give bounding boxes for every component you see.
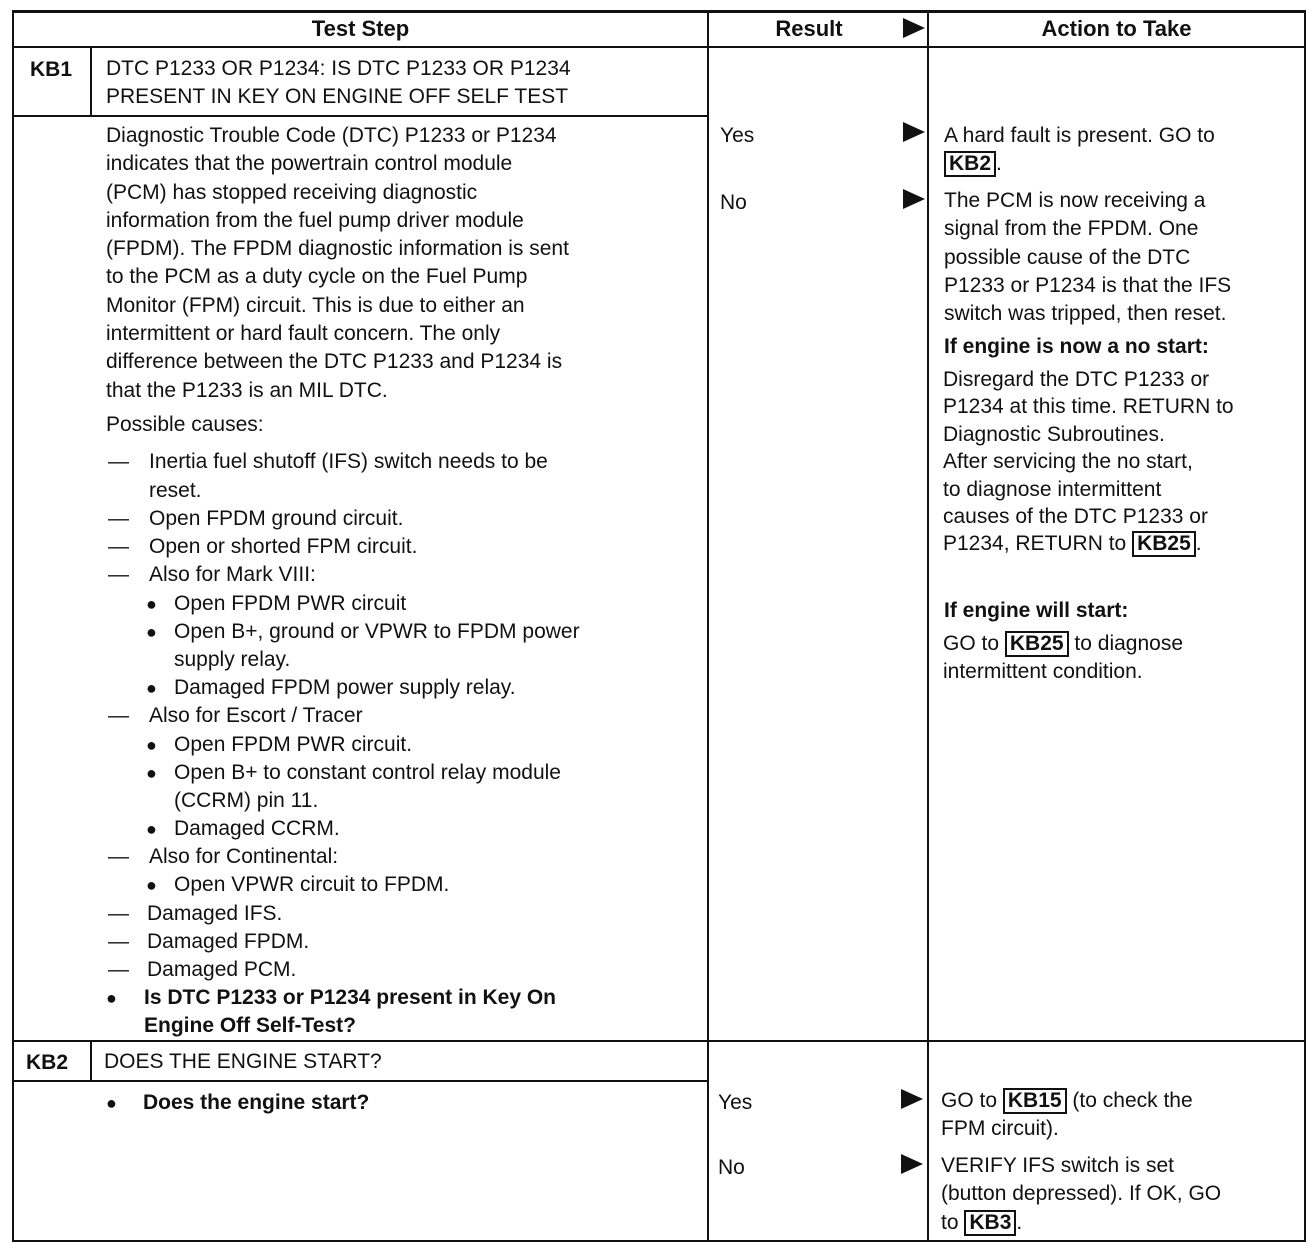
header-arrow-icon [903, 18, 925, 38]
header-test-step: Test Step [311, 16, 410, 41]
kb1-yes-arrow-icon [903, 122, 925, 142]
kb1-will-start-heading: If engine will start: [944, 599, 1129, 622]
kb1-no-arrow-icon [903, 189, 925, 209]
header-action: Action to Take [1041, 16, 1192, 41]
kb1-no-action-text: The PCM is now receiving a signal from the FPDM. One possible cause of the DTC P1233 or P1234 is that the IFS switch was tripped, then reset. [944, 189, 1232, 326]
kb2-no-arrow-icon [901, 1154, 923, 1174]
kb3-reference-link[interactable]: KB3 [964, 1210, 1016, 1236]
kb2-title-rule [12, 1080, 707, 1082]
kb1-question: Is DTC P1233 or P1234 present in Key On Engine Off Self-Test? [144, 986, 557, 1038]
kb25-reference-link[interactable]: KB25 [1132, 531, 1196, 557]
kb1-no-start-instructions: Disregard the DTC P1233 or P1234 at this time. RETURN to Diagnostic Subroutines. After servicing the no start, to diagnose intermittent causes of the DTC P1233 or P1234, RETURN to KB25 . [943, 368, 1234, 556]
kb1-result-yes: Yes [720, 124, 755, 147]
kb15-reference-link[interactable]: KB15 [1003, 1088, 1067, 1114]
kb1-no-start-heading: If engine is now a no start: [944, 335, 1209, 358]
table-border-right [1304, 10, 1306, 1242]
id-col-divider-kb1 [90, 46, 92, 116]
header-rule [12, 46, 1306, 48]
kb1-will-start-instructions: GO to KB25 to diagnose intermittent condition. [943, 632, 1184, 684]
kb2-reference-link[interactable]: KB2 [944, 151, 996, 177]
cause-item-continued: reset. [149, 479, 202, 502]
col-divider-result [707, 10, 709, 1242]
kb2-yes-arrow-icon [901, 1089, 923, 1109]
kb1-question-bullet: ● [106, 988, 117, 1008]
col-divider-action [927, 10, 929, 1242]
kb2-question: Does the engine start? [143, 1091, 370, 1114]
cause-subitem-continued: supply relay. [174, 648, 291, 671]
kb1-title-rule [12, 115, 707, 117]
table-border-left [12, 10, 14, 1242]
kb1-yes-action: A hard fault is present. GO to KB2 . [944, 124, 1215, 176]
kb2-yes-action: GO to KB15 (to check the FPM circuit). [941, 1089, 1193, 1141]
table-border-top [12, 10, 1306, 13]
cause-subitem-continued: (CCRM) pin 11. [174, 789, 319, 812]
kb1-step-id: KB1 [30, 58, 73, 81]
id-col-divider-kb2 [90, 1040, 92, 1082]
kb2-no-action: VERIFY IFS switch is set (button depressed). If OK, GO to KB3 . [941, 1154, 1222, 1234]
diagnostic-table: Test Step Result Action to Take KB1 DTC P1233 OR P1234: IS DTC P1233 OR P1234 PRESENT IN KEY ON ENGINE OFF SELF TEST Diagnostic Trouble Code (DTC) P1233 or P1234 indicates that the powertrain control module (PCM) has stopped receiving diagnostic information from the fuel pump driver module (FPDM). The FPDM diagnostic information is sent to the PCM as a duty cycle on the Fuel Pump Monitor (FPM) circuit. This is due to either an intermittent or hard fault concern. The only difference between the DTC P1233 and P1234 is that the P1233 is an MIL DTC. Possible causes: — Inertia fuel shutoff (IFS) switch needs to be reset. — Open FPDM ground circuit. — Open or shorted FPM circuit. — Also for Mark VIII: ● Open FPDM PWR circuit ● Open B+, ground or VPWR to FPDM power supply relay. ● Damaged FPDM power supply relay. — Also for Escort / Tracer ● Open FPDM PWR circuit. ● Open B+ to constant control relay module (CCRM) pin 11. ● Damaged CCRM. — Also for Continental: ● Open VPWR circuit to FPDM. — Damaged IFS. — Damaged FPDM. — Damaged PCM. ● Is DTC P1233 or P1234 present in Key On Engine Off Self-Test? Yes No A hard fault is present. GO to KB2 . The PCM is now receiving a signal from the FPDM. One possible cause of the DTC P1233 or P1234 is that the IFS switch was tripped, then reset. If engine is now a no start: Disregard the DTC P1233 or P1234 at this time. RETURN to Diagnostic Subroutines. After servicing the no start, to diagnose intermittent causes of the DTC P1233 or P1234, RETURN to KB25 . If engine will start: GO to KB25 to diagnose intermittent condition. KB2 DOES THE ENGINE START? ● Does the engine start? Yes No GO to KB15 (to check the FPM circuit). VERIFY IFS switch is set (button depressed). If OK, GO to KB3 . [0, 0, 1312, 1252]
kb2-question-bullet: ● [106, 1093, 117, 1113]
header-result: Result [775, 16, 843, 41]
kb25-reference-link[interactable]: KB25 [1005, 631, 1069, 657]
kb2-result-no: No [718, 1156, 745, 1179]
kb2-step-id: KB2 [26, 1051, 69, 1074]
kb2-title: DOES THE ENGINE START? [104, 1050, 382, 1073]
kb1-title: DTC P1233 OR P1234: IS DTC P1233 OR P1234 PRESENT IN KEY ON ENGINE OFF SELF TEST [106, 57, 571, 109]
kb2-result-yes: Yes [718, 1091, 753, 1114]
kb1-description: Diagnostic Trouble Code (DTC) P1233 or P1234 indicates that the powertrain control module (PCM) has stopped receiving diagnostic information from the fuel pump driver module (FPDM). The FPDM diagnostic information is sent to the PCM as a duty cycle on the Fuel Pump Monitor (FPM) circuit. This is due to either an intermittent or hard fault concern. The only difference between the DTC P1233 and P1234 is that the P1233 is an MIL DTC. [106, 124, 569, 402]
table-border-bottom [12, 1240, 1306, 1242]
kb1-result-no: No [720, 191, 747, 214]
kb1-possible-causes-label: Possible causes: [106, 413, 264, 436]
